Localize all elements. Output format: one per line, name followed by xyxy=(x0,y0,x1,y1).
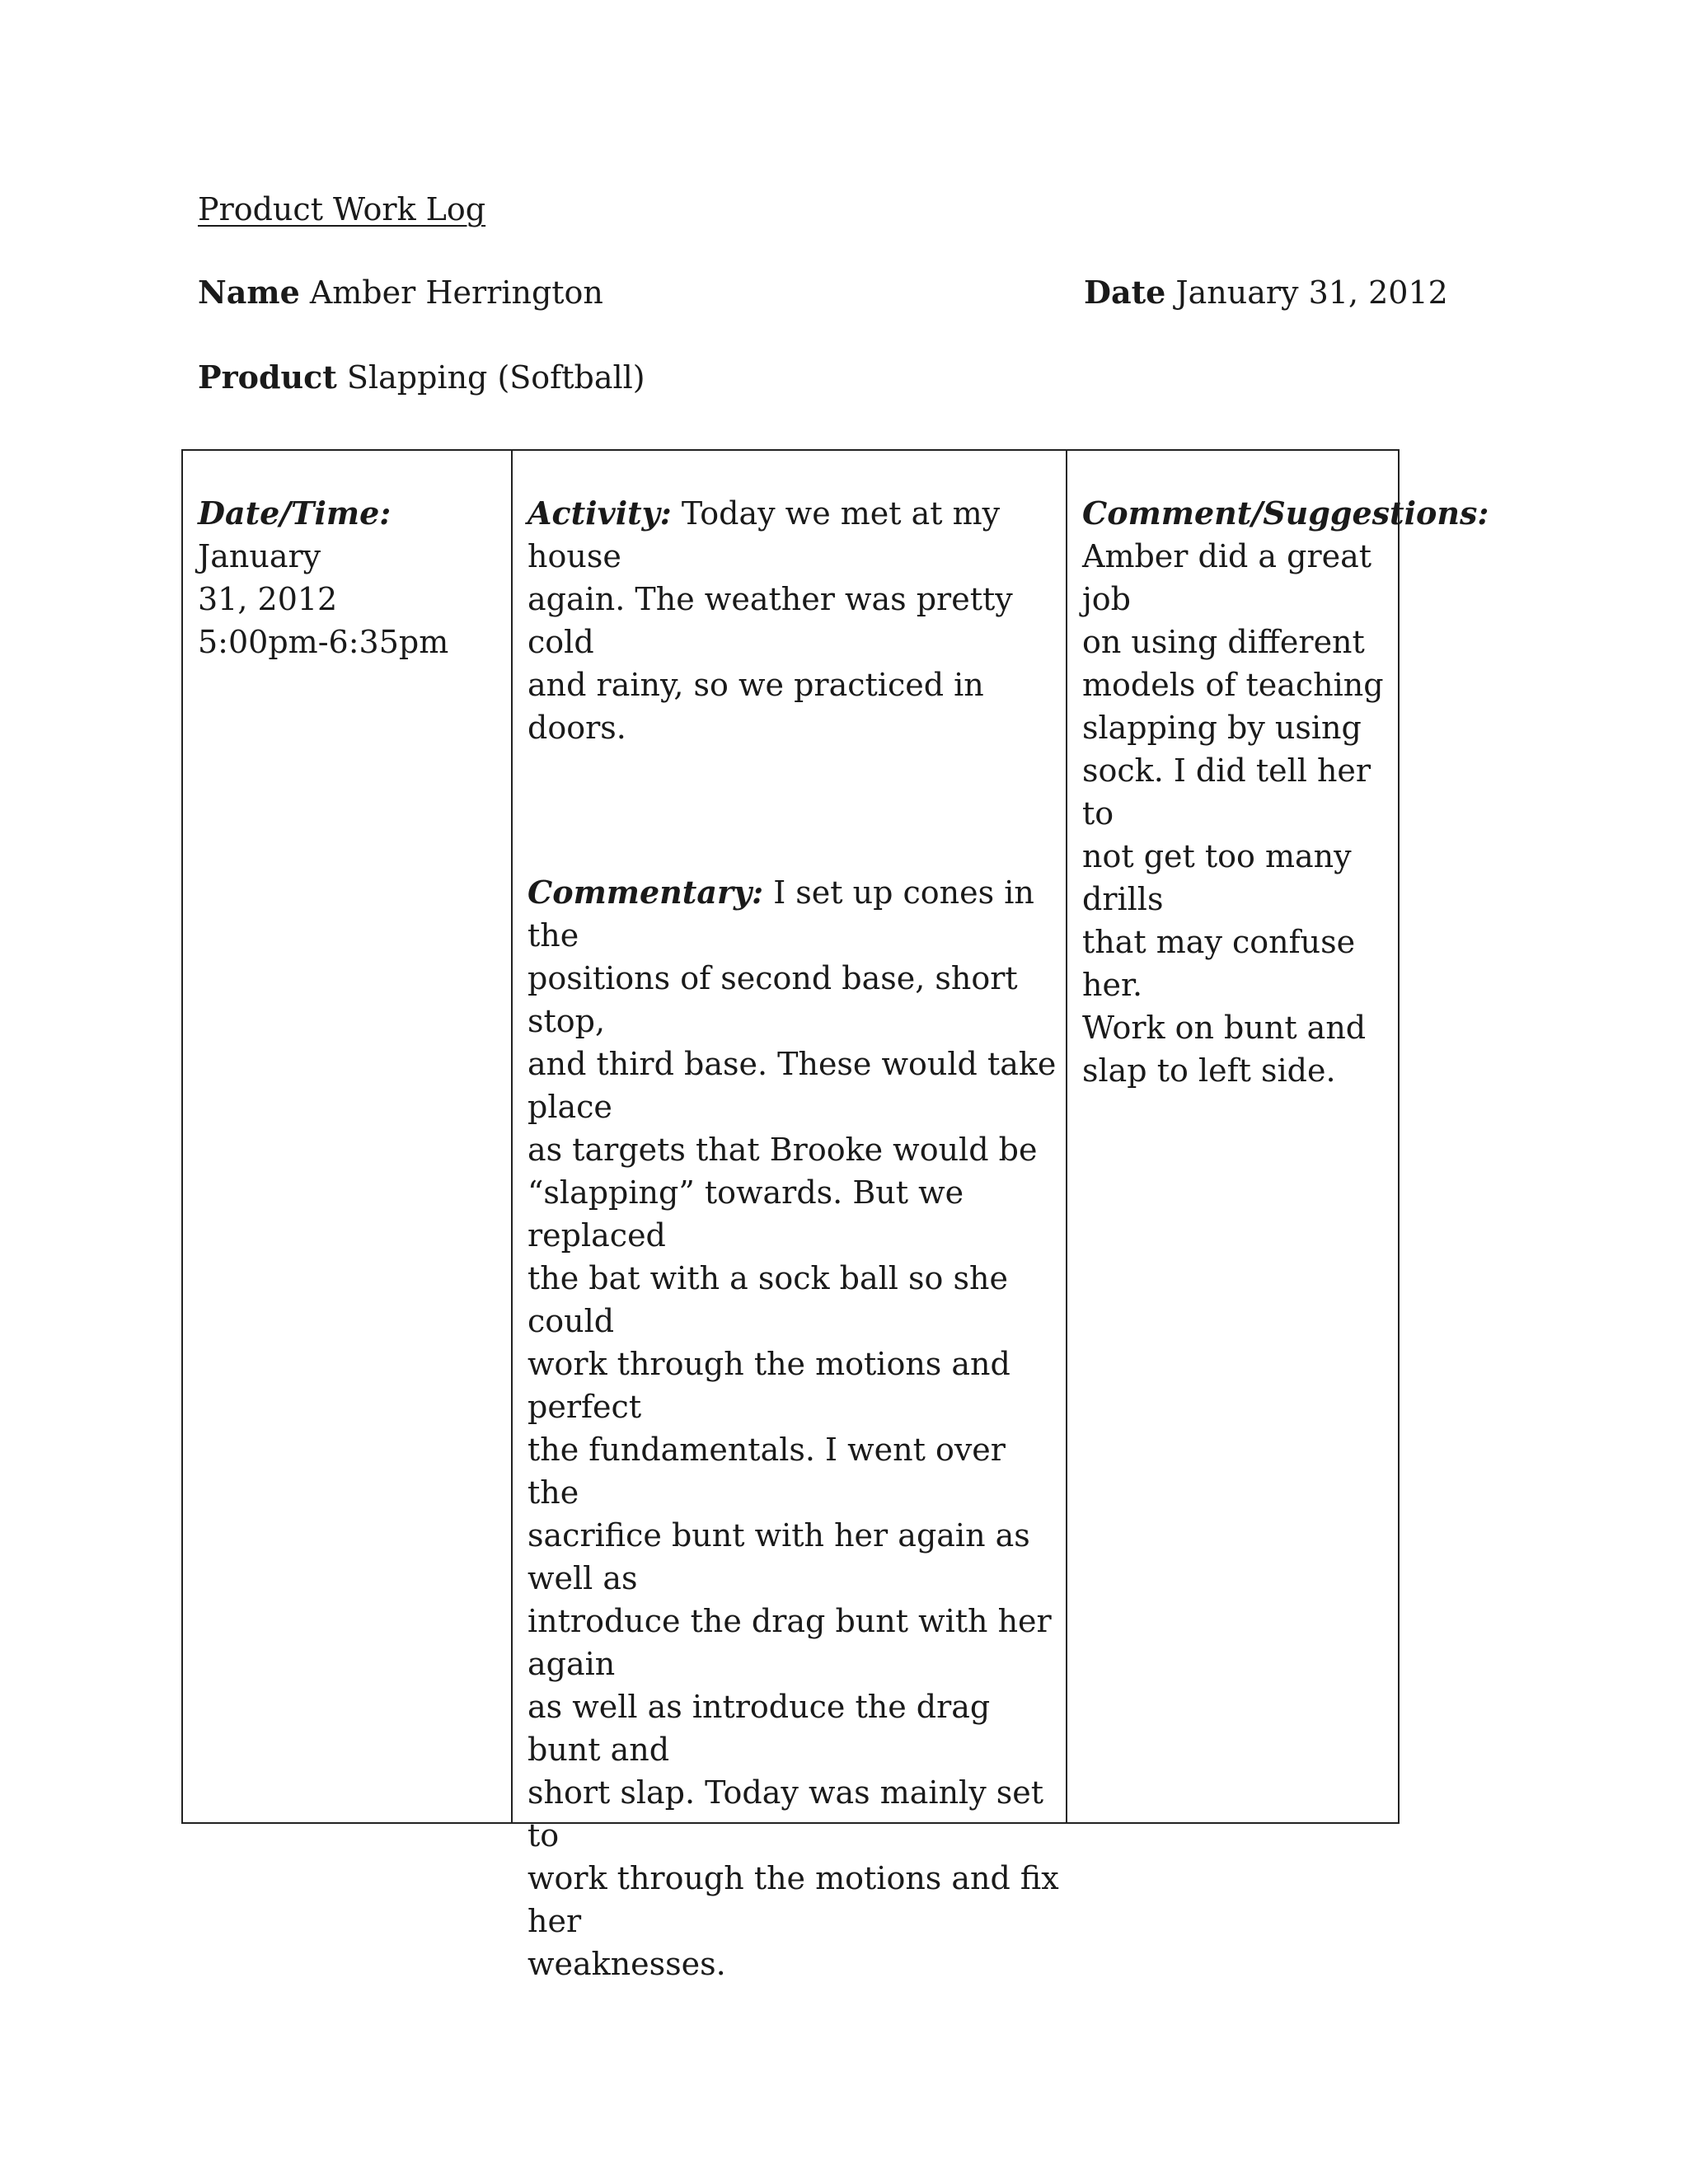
suggestions-value: Amber did a great job on using different models of teaching slapping by using sock. I did tell her to not get too many drills that may confuse her. Work on bunt and slap to left side. xyxy=(1082,538,1384,1089)
commentary-cell xyxy=(528,871,1059,1985)
name-value: Amber Herrington xyxy=(299,274,603,311)
product-value: Slapping (Softball) xyxy=(336,359,645,396)
date-label: Date xyxy=(1084,274,1166,311)
product-field xyxy=(198,359,645,396)
product-label: Product xyxy=(198,359,337,396)
commentary-value: I set up cones in the positions of second base, short stop, and third base. These would take place as targets that Brooke would be “slapping” towards. But we replaced the bat with a sock ball so she could work through the motions and perfect the fundamentals. I went over the sacrifice bunt with her again as well as introduce the drag bunt with her again as well as introduce the drag bunt and short slap. Today was mainly set to work through the motions and fix her weaknesses. xyxy=(528,874,1059,1982)
activity-value: Today we met at my house again. The weather was pretty cold and rainy, so we practiced in doors. xyxy=(528,495,1013,746)
suggestions-cell xyxy=(1082,492,1489,1092)
datetime-value: January 31, 2012 5:00pm-6:35pm xyxy=(198,538,449,660)
date-value: January 31, 2012 xyxy=(1165,274,1448,311)
document-title: Product Work Log xyxy=(198,191,486,227)
name-label: Name xyxy=(198,274,300,311)
datetime-label: Date/Time: xyxy=(198,494,392,532)
work-log-table xyxy=(181,449,1489,1982)
suggestions-column xyxy=(1067,451,1489,1822)
activity-column xyxy=(513,451,1067,1982)
date-field xyxy=(1084,274,1448,311)
datetime-cell xyxy=(198,492,507,663)
activity-cell xyxy=(528,492,1059,749)
activity-label: Activity: xyxy=(528,494,672,532)
suggestions-label: Comment/Suggestions: xyxy=(1082,494,1489,532)
commentary-label: Commentary: xyxy=(528,874,764,911)
name-field xyxy=(198,274,603,311)
datetime-column xyxy=(183,451,513,1822)
